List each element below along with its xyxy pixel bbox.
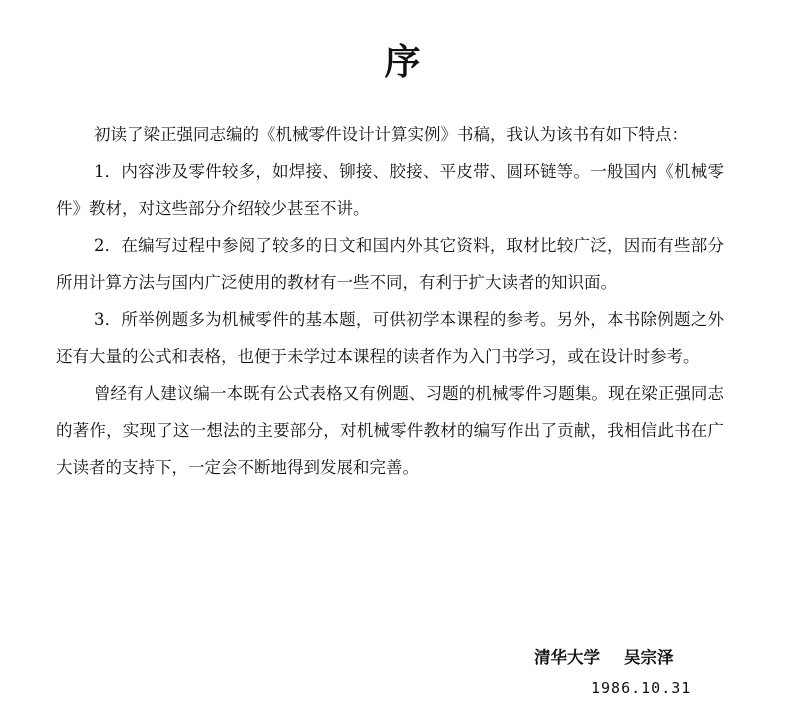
signature-name: 吴宗泽 [624, 648, 674, 667]
page-title: 序 [384, 41, 423, 83]
signature-date: 1986.10.31 [591, 679, 692, 697]
signature-affiliation: 清华大学 [534, 648, 600, 667]
paragraph-point-3: 3．所举例题多为机械零件的基本题，可供初学本课程的参考。另外，本书除例题之外还有大量的公式和表格，也便于未学过本课程的读者作为入门书学习，或在设计时参考。 [56, 310, 724, 366]
paragraph-intro: 初读了梁正强同志编的《机械零件设计计算实例》书稿，我认为该书有如下特点： [93, 125, 688, 144]
preface-body [56, 116, 724, 486]
paragraph-point-1: 1．内容涉及零件较多，如焊接、铆接、胶接、平皮带、圆环链等。一般国内《机械零件》教材，对这些部分介绍较少甚至不讲。 [56, 162, 724, 218]
signature-line [534, 644, 674, 668]
paragraph-point-2: 2．在编写过程中参阅了较多的日文和国内外其它资料，取材比较广泛，因而有些部分所用计算方法与国内广泛使用的教材有一些不同，有利于扩大读者的知识面。 [56, 236, 724, 292]
paragraph-conclusion: 曾经有人建议编一本既有公式表格又有例题、习题的机械零件习题集。现在梁正强同志的著作，实现了这一想法的主要部分，对机械零件教材的编写作出了贡献，我相信此书在广大读者的支持下，一定会不断地得到发展和完善。 [56, 384, 724, 477]
